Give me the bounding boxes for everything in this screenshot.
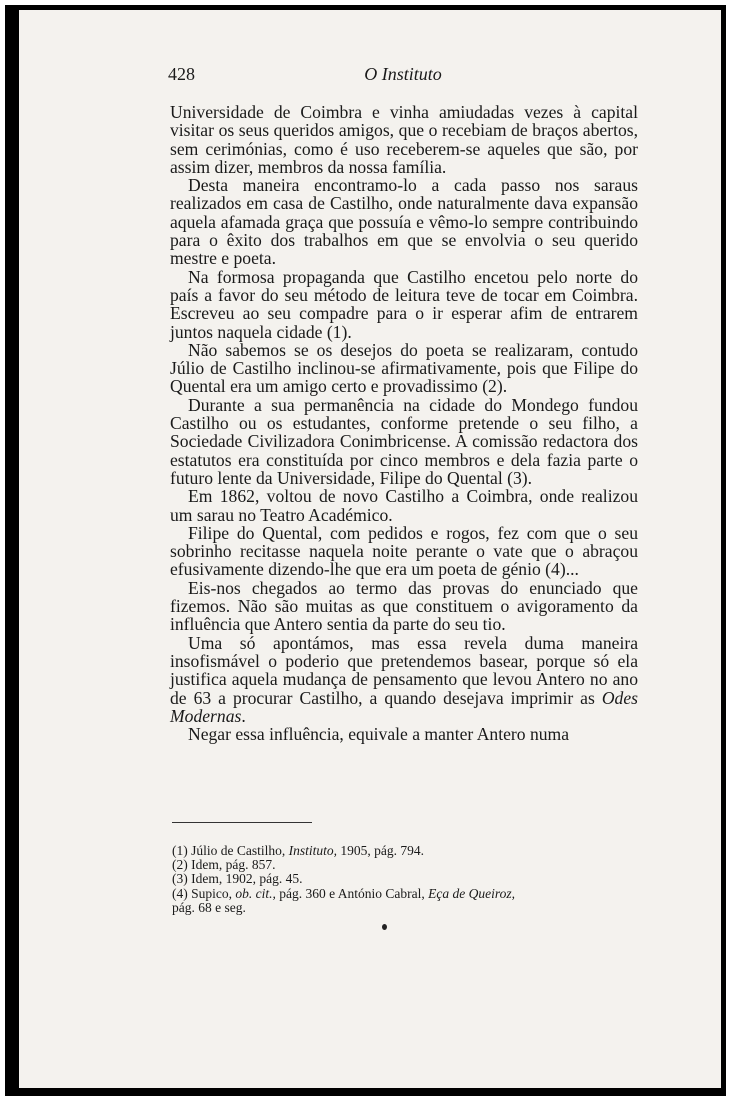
footnote-1-ref: 1905, pág. 794. [340,843,425,858]
footnote-1-journal: Instituto, [288,843,338,858]
page-header [168,64,638,88]
footnote-2 [172,858,638,872]
paragraph-3: Na formosa propaganda que Castilho encetou pelo norte do país a favor do seu método de leitura teve de tocar em Coimbra. Escreveu ao seu compadre para o ir esperar afim de entrarem juntos naquela cidade (1). [170,266,638,342]
footnote-4 [172,887,638,901]
footnote-3 [172,872,638,886]
footnote-4-mark: (4) [172,885,188,901]
book-title: Odes Modernas [170,687,638,726]
footnote-1-mark: (1) [172,843,188,858]
ink-speck [382,924,387,930]
footnote-2-mark: (2) [172,857,188,873]
footnote-3-mark: (3) [172,871,188,887]
paragraph-7: Filipe do Quental, com pedidos e rogos, fez com que o seu sobrinho recitasse naquela noite perante o vate que o abraçou efusivamente dizendo-lhe que era um poeta de génio (4)... [170,522,638,580]
paragraph-6: Em 1862, voltou de novo Castilho a Coimbra, onde realizou um sarau no Teatro Académico. [170,486,638,525]
footnote-1 [172,844,638,858]
paragraph-10: Negar essa influência, equivale a manter Antero numa [188,724,570,745]
paragraph-9 [170,634,638,725]
paragraph-4: Não sabemos se os desejos do poeta se realizaram, contudo Júlio de Castilho inclinou-se afirmativamente, pois que Filipe do Quental era um amigo certo e provadissimo (2). [170,339,638,397]
book-title-period: . [241,705,246,726]
footnotes [172,844,638,915]
paragraph-8: Eis-nos chegados ao termo das provas do enunciado que fizemos. Não são muitas as que constituem o avigoramento da influência que Antero sentia da parte do seu tio. [170,577,638,635]
paragraph-1: Universidade de Coimbra e vinha amiudadas vezes à capital visitar os seus queridos amigos, que o recebiam de braços abertos, sem cerimónias, como é uso receberem-se aqueles que são, por assim dizer, membros da nossa família. [170,102,638,177]
body-text [170,103,638,743]
page-number: 428 [168,64,195,84]
paragraph-5: Durante a sua permanência na cidade do Mondego fundou Castilho ou os estudantes, conforme pretende o seu filho, a Sociedade Civilizadora Conimbricense. A comissão redactora dos estatutos era constituída por cinco membros e dela fazia parte o futuro lente da Universidade, Filipe do Quental (3). [170,394,638,488]
footnote-3-text: Idem, 1902, pág. 45. [191,871,303,887]
footnote-rule [172,822,312,823]
footnote-4-continuation: pág. 68 e seg. [172,899,246,915]
running-title: O Instituto [364,64,442,84]
footnote-4-author: Supico, [191,885,233,901]
footnote-4-ob-cit: ob. cit., [235,885,276,901]
paragraph-9-text: Uma só apontámos, mas essa revela duma maneira insofismável o poderio que pretendemos basear, porque só ela justifica aquela mudança de pensamento que levou Antero no ano de 63 a procurar Castilho, a quando desejava imprimir as [170,632,638,708]
footnote-2-text: Idem, pág. 857. [191,857,276,873]
paragraph-2: Desta maneira encontramo-lo a cada passo nos saraus realizados em casa de Castilho, onde naturalmente dava expansão aquela afamada graça que possuía e vêmo-lo sempre contribuindo para o êxito dos trabalhos em que se envolvia o seu querido mestre e poeta. [170,175,638,269]
footnote-4-text: pág. 360 e António Cabral, [279,885,425,901]
footnote-1-text: Júlio de Castilho, [191,843,286,858]
footnote-4-book: Eça de Queiroz, [428,885,515,901]
